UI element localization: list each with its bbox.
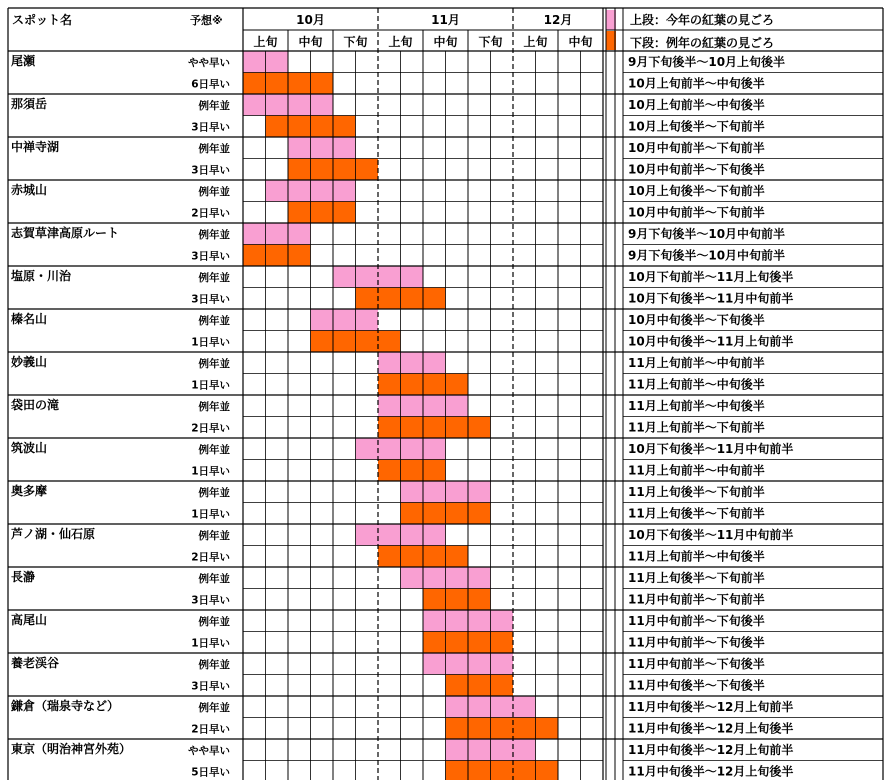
this-year-period-3: 10月上旬後半～下旬前半 xyxy=(628,184,765,198)
legend-this-year-label: 上段：今年の紅葉の見ごろ xyxy=(630,13,775,27)
average-period-16: 11月中旬後半～12月上旬後半 xyxy=(628,764,794,779)
month-header-2: 12月 xyxy=(543,13,573,27)
bar-this-year-7 xyxy=(378,352,446,374)
dekad-header-7: 中旬 xyxy=(568,35,593,49)
this-year-period-5: 10月下旬前半～11月上旬後半 xyxy=(628,270,794,284)
this-year-period-7: 11月上旬前半～中旬前半 xyxy=(628,356,765,370)
spot-name-3: 赤城山 xyxy=(11,183,48,197)
days-diff-label-9: 1日早い xyxy=(191,465,230,478)
spot-name-15: 鎌倉（瑞泉寺など） xyxy=(11,699,120,713)
dekad-header-0: 上旬 xyxy=(253,35,278,49)
dekad-header-6: 上旬 xyxy=(523,35,548,49)
dekad-header-2: 下旬 xyxy=(343,35,368,49)
average-period-0: 10月上旬前半～中旬後半 xyxy=(628,76,765,91)
days-diff-label-0: 6日早い xyxy=(191,78,230,91)
average-period-10: 11月上旬後半～下旬前半 xyxy=(628,506,765,521)
days-diff-label-6: 1日早い xyxy=(191,336,230,349)
dekad-header-5: 下旬 xyxy=(478,35,503,49)
average-period-3: 10月中旬前半～下旬前半 xyxy=(628,205,765,220)
forecast-label-8: 例年並 xyxy=(198,401,230,413)
dekad-header-3: 上旬 xyxy=(388,35,413,49)
average-period-1: 10月上旬後半～下旬前半 xyxy=(628,119,765,134)
forecast-label-4: 例年並 xyxy=(198,229,230,241)
forecast-label-12: 例年並 xyxy=(198,573,230,585)
month-header-0: 10月 xyxy=(296,13,325,27)
spot-name-10: 奥多摩 xyxy=(11,484,48,498)
average-period-11: 11月上旬前半～中旬後半 xyxy=(628,549,765,564)
days-diff-label-7: 1日早い xyxy=(191,379,230,392)
bar-average-15 xyxy=(446,718,559,740)
forecast-label-14: 例年並 xyxy=(198,659,230,671)
days-diff-label-13: 1日早い xyxy=(191,637,230,650)
bar-average-16 xyxy=(446,761,559,781)
days-diff-label-1: 3日早い xyxy=(191,121,230,134)
forecast-label-9: 例年並 xyxy=(198,444,230,456)
average-period-12: 11月中旬前半～下旬前半 xyxy=(628,592,765,607)
days-diff-label-3: 2日早い xyxy=(191,207,230,220)
forecast-label-2: 例年並 xyxy=(198,143,230,155)
spot-name-1: 那須岳 xyxy=(11,97,48,111)
spot-name-7: 妙義山 xyxy=(11,355,48,369)
dekad-header-1: 中旬 xyxy=(298,35,323,49)
this-year-period-1: 10月上旬前半～中旬後半 xyxy=(628,98,765,112)
header-forecast: 予想※ xyxy=(190,14,223,27)
bar-average-3 xyxy=(288,202,356,224)
forecast-label-7: 例年並 xyxy=(198,358,230,370)
days-diff-label-11: 2日早い xyxy=(191,551,230,564)
this-year-period-16: 11月中旬後半～12月上旬前半 xyxy=(628,743,794,757)
average-period-9: 11月上旬前半～中旬前半 xyxy=(628,463,765,478)
forecast-label-6: 例年並 xyxy=(198,315,230,327)
this-year-period-6: 10月中旬後半～下旬後半 xyxy=(628,313,765,327)
bar-average-8 xyxy=(378,417,491,439)
days-diff-label-15: 2日早い xyxy=(191,723,230,736)
days-diff-label-16: 5日早い xyxy=(191,766,230,779)
forecast-label-11: 例年並 xyxy=(198,530,230,542)
bar-this-year-6 xyxy=(311,309,379,331)
spot-name-8: 袋田の滝 xyxy=(11,398,60,412)
forecast-label-16: やや早い xyxy=(188,745,230,757)
this-year-period-12: 11月上旬後半～下旬前半 xyxy=(628,571,765,585)
this-year-period-11: 10月下旬後半～11月中旬前半 xyxy=(628,528,794,542)
dekad-header-4: 中旬 xyxy=(433,35,458,49)
bar-this-year-4 xyxy=(243,223,311,245)
spot-name-5: 塩原・川治 xyxy=(11,269,72,283)
days-diff-label-12: 3日早い xyxy=(191,594,230,607)
bar-this-year-2 xyxy=(288,137,356,159)
forecast-label-10: 例年並 xyxy=(198,487,230,499)
average-period-7: 11月上旬前半～中旬後半 xyxy=(628,377,765,392)
days-diff-label-10: 1日早い xyxy=(191,508,230,521)
bar-average-12 xyxy=(423,589,491,611)
days-diff-label-14: 3日早い xyxy=(191,680,230,693)
this-year-period-10: 11月上旬後半～下旬前半 xyxy=(628,485,765,499)
this-year-period-14: 11月中旬前半～下旬後半 xyxy=(628,657,765,671)
this-year-period-9: 10月下旬後半～11月中旬前半 xyxy=(628,442,794,456)
this-year-period-15: 11月中旬後半～12月上旬前半 xyxy=(628,700,794,714)
forecast-label-5: 例年並 xyxy=(198,272,230,284)
days-diff-label-8: 2日早い xyxy=(191,422,230,435)
spot-name-0: 尾瀬 xyxy=(11,54,36,68)
forecast-label-0: やや早い xyxy=(188,57,230,69)
spot-name-9: 筑波山 xyxy=(11,441,48,455)
spot-name-14: 養老渓谷 xyxy=(11,656,60,670)
this-year-period-8: 11月上旬前半～中旬後半 xyxy=(628,399,765,413)
forecast-label-13: 例年並 xyxy=(198,616,230,628)
this-year-period-4: 9月下旬後半～10月中旬前半 xyxy=(628,227,786,241)
average-period-13: 11月中旬前半～下旬後半 xyxy=(628,635,765,650)
days-diff-label-4: 3日早い xyxy=(191,250,230,263)
days-diff-label-2: 3日早い xyxy=(191,164,230,177)
average-period-15: 11月中旬後半～12月上旬後半 xyxy=(628,721,794,736)
bar-average-4 xyxy=(243,245,311,267)
header-spot-name: スポット名 xyxy=(12,13,73,27)
spot-name-13: 高尾山 xyxy=(11,613,48,627)
this-year-period-0: 9月下旬後半～10月上旬後半 xyxy=(628,55,786,69)
this-year-period-2: 10月中旬前半～下旬前半 xyxy=(628,141,765,155)
spot-name-12: 長瀞 xyxy=(11,570,36,584)
forecast-label-15: 例年並 xyxy=(198,702,230,714)
average-period-6: 10月中旬後半～11月上旬前半 xyxy=(628,334,794,349)
forecast-label-3: 例年並 xyxy=(198,186,230,198)
bar-average-14 xyxy=(446,675,514,697)
spot-name-4: 志賀草津高原ルート xyxy=(11,226,120,240)
this-year-period-13: 11月中旬前半～下旬後半 xyxy=(628,614,765,628)
average-period-4: 9月下旬後半～10月中旬前半 xyxy=(628,248,786,263)
legend-average-year-label: 下段：例年の紅葉の見ごろ xyxy=(630,36,775,50)
forecast-label-1: 例年並 xyxy=(198,100,230,112)
average-period-14: 11月中旬後半～下旬後半 xyxy=(628,678,765,693)
month-header-1: 11月 xyxy=(431,13,460,27)
spot-name-2: 中禅寺湖 xyxy=(11,140,60,154)
bar-average-9 xyxy=(378,460,446,482)
average-period-2: 10月中旬前半～下旬後半 xyxy=(628,162,765,177)
days-diff-label-5: 3日早い xyxy=(191,293,230,306)
spot-name-6: 榛名山 xyxy=(11,312,48,326)
spot-name-11: 芦ノ湖・仙石原 xyxy=(11,527,96,541)
average-period-5: 10月下旬後半～11月中旬前半 xyxy=(628,291,794,306)
average-period-8: 11月上旬前半～下旬前半 xyxy=(628,420,765,435)
spot-name-16: 東京（明治神宮外苑） xyxy=(11,742,132,756)
